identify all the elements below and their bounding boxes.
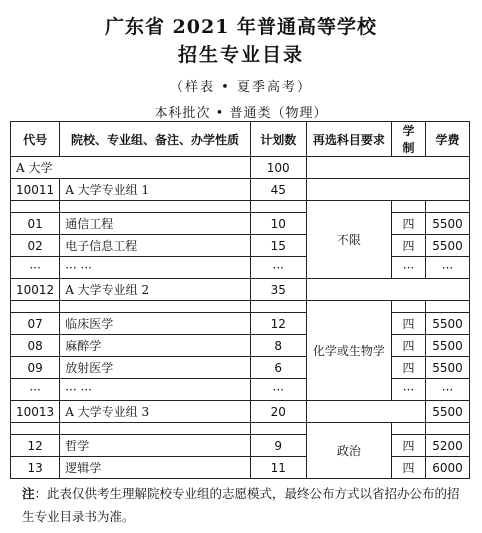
group-row — [11, 279, 470, 301]
major-row — [11, 435, 470, 457]
major-fee: 5500 — [425, 335, 469, 357]
group-code: 10012 — [11, 279, 60, 301]
major-code: 09 — [11, 357, 60, 379]
group-name: A 大学专业组 3 — [60, 401, 251, 423]
header-subject-requirement: 再选科目要求 — [306, 122, 391, 157]
major-plan: 9 — [250, 435, 306, 457]
major-row — [11, 235, 470, 257]
major-plan: 12 — [250, 313, 306, 335]
empty-cell — [306, 279, 469, 301]
batch-label: 本科批次 • 普通类（物理） — [154, 106, 328, 121]
major-name: 电子信息工程 — [60, 235, 251, 257]
major-name: 放射医学 — [60, 357, 251, 379]
major-plan: 10 — [250, 213, 306, 235]
major-years: 四 — [392, 335, 426, 357]
major-code: ··· — [11, 257, 60, 279]
major-name: 通信工程 — [60, 213, 251, 235]
header-code: 代号 — [11, 122, 60, 157]
footnote — [22, 482, 462, 528]
major-code: 13 — [11, 457, 60, 479]
major-name: 逻辑学 — [60, 457, 251, 479]
empty-cell — [306, 157, 469, 179]
major-years: 四 — [392, 435, 426, 457]
major-plan: 11 — [250, 457, 306, 479]
major-row — [11, 313, 470, 335]
group-subject-requirement: 化学或生物学 — [306, 301, 391, 401]
major-code: 08 — [11, 335, 60, 357]
major-name: ··· ··· — [60, 379, 251, 401]
major-name: 麻醉学 — [60, 335, 251, 357]
major-plan: ··· — [250, 257, 306, 279]
major-fee: 6000 — [425, 457, 469, 479]
major-row — [11, 357, 470, 379]
document-title-line2: 招生专业目录 — [177, 44, 304, 66]
group-subject-requirement: 政治 — [306, 423, 391, 479]
major-years: ··· — [392, 257, 426, 279]
footnote-text: ：此表仅供考生理解院校专业组的志愿模式，最终公布方式以省招办公布的招生专业目录书为准。 — [22, 486, 460, 524]
major-name: 临床医学 — [60, 313, 251, 335]
header-name: 院校、专业组、备注、办学性质 — [60, 122, 251, 157]
major-fee: 5500 — [425, 213, 469, 235]
major-years: ··· — [392, 379, 426, 401]
major-fee: ··· — [425, 257, 469, 279]
major-code: 02 — [11, 235, 60, 257]
major-code: ··· — [11, 379, 60, 401]
major-years: 四 — [392, 235, 426, 257]
major-row — [11, 257, 470, 279]
major-row — [11, 457, 470, 479]
major-fee: ··· — [425, 379, 469, 401]
major-code: 07 — [11, 313, 60, 335]
group-row — [11, 179, 470, 201]
major-row — [11, 335, 470, 357]
major-name: 哲学 — [60, 435, 251, 457]
enrollment-table — [10, 121, 470, 479]
spacer-row — [11, 423, 470, 435]
major-row — [11, 379, 470, 401]
empty-cell — [306, 401, 425, 423]
major-fee: 5500 — [425, 313, 469, 335]
document-title-line1: 广东省 2021 年普通高等学校 — [104, 16, 378, 38]
school-name: A 大学 — [11, 157, 251, 179]
major-plan: ··· — [250, 379, 306, 401]
major-years: 四 — [392, 457, 426, 479]
group-code: 10013 — [11, 401, 60, 423]
header-plan: 计划数 — [250, 122, 306, 157]
table-header-row — [11, 122, 470, 157]
group-name: A 大学专业组 2 — [60, 279, 251, 301]
document-subtitle: （样表 • 夏季高考） — [170, 80, 312, 95]
major-plan: 15 — [250, 235, 306, 257]
header-years: 学制 — [392, 122, 426, 157]
group-plan: 35 — [250, 279, 306, 301]
school-row — [11, 157, 470, 179]
major-plan: 6 — [250, 357, 306, 379]
major-years: 四 — [392, 313, 426, 335]
major-row — [11, 213, 470, 235]
footnote-label: 注 — [22, 486, 35, 501]
group-fee: 5500 — [425, 401, 469, 423]
major-plan: 8 — [250, 335, 306, 357]
major-fee: 5500 — [425, 235, 469, 257]
spacer-row — [11, 301, 470, 313]
major-fee: 5500 — [425, 357, 469, 379]
group-name: A 大学专业组 1 — [60, 179, 251, 201]
major-code: 12 — [11, 435, 60, 457]
empty-cell — [306, 179, 469, 201]
major-code: 01 — [11, 213, 60, 235]
group-row — [11, 401, 470, 423]
group-code: 10011 — [11, 179, 60, 201]
group-subject-requirement: 不限 — [306, 201, 391, 279]
header-fee: 学费 — [425, 122, 469, 157]
school-plan: 100 — [250, 157, 306, 179]
spacer-row — [11, 201, 470, 213]
major-years: 四 — [392, 357, 426, 379]
major-fee: 5200 — [425, 435, 469, 457]
group-plan: 20 — [250, 401, 306, 423]
group-plan: 45 — [250, 179, 306, 201]
major-years: 四 — [392, 213, 426, 235]
major-name: ··· ··· — [60, 257, 251, 279]
